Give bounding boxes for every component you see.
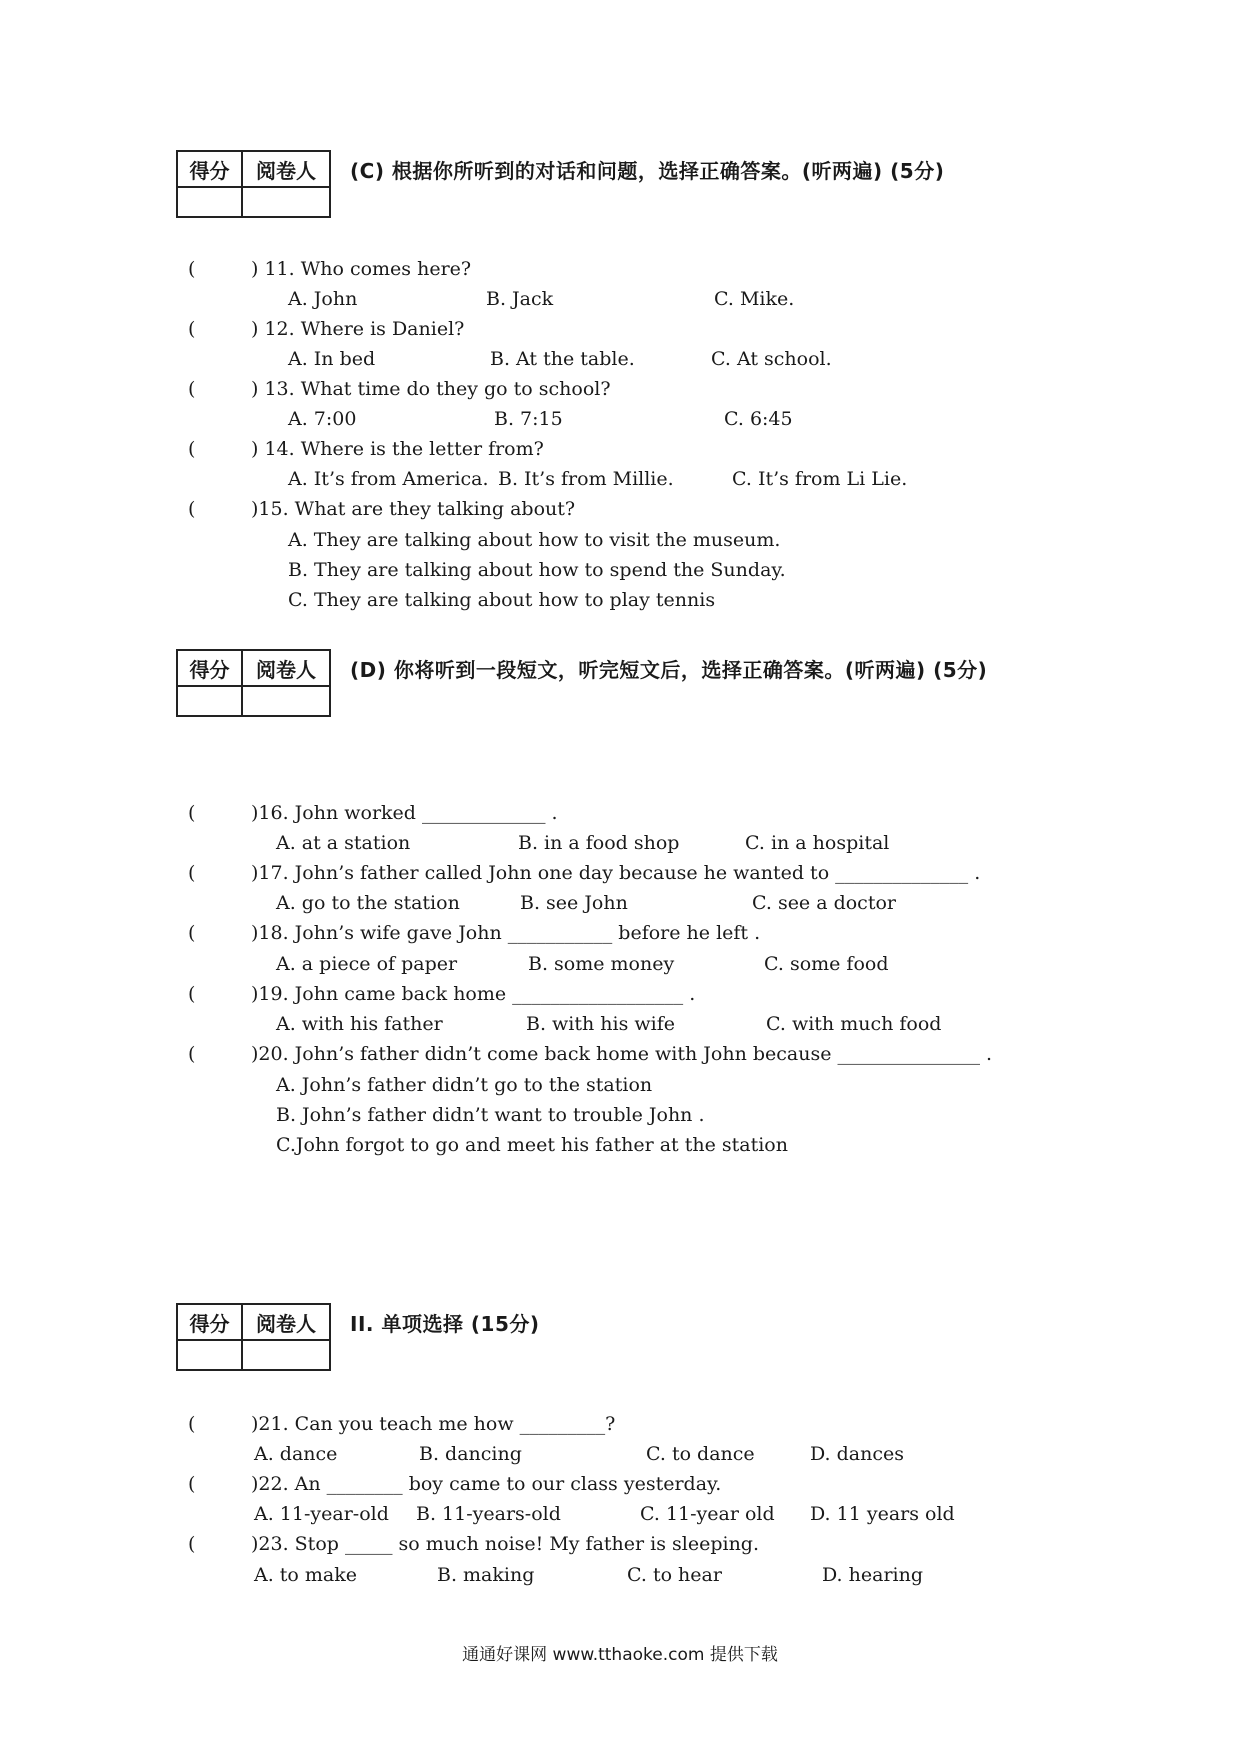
score-label: 得分 <box>177 650 242 686</box>
score-cell <box>177 1340 242 1370</box>
question-22: )22. An ________ boy came to our class yesterday. <box>251 1473 722 1495</box>
option: B. in a food shop <box>518 832 680 854</box>
score-box-ii <box>176 1303 331 1371</box>
option: C. 6:45 <box>724 408 793 430</box>
option: B. with his wife <box>526 1013 676 1035</box>
option: C. 11-year old <box>640 1503 775 1525</box>
option: C. It’s from Li Lie. <box>732 468 908 490</box>
answer-paren: ( <box>188 378 196 400</box>
option: A. a piece of paper <box>276 953 458 975</box>
option: C. At school. <box>711 348 832 370</box>
grader-label: 阅卷人 <box>242 650 330 686</box>
option: C. to hear <box>627 1564 722 1586</box>
option: B. dancing <box>419 1443 522 1465</box>
grader-label: 阅卷人 <box>242 1304 330 1340</box>
score-box-d <box>176 649 331 717</box>
question-11: ) 11. Who comes here? <box>251 258 472 280</box>
question-18: )18. John’s wife gave John ___________ before he left . <box>251 922 761 944</box>
score-cell <box>177 686 242 716</box>
question-20: )20. John’s father didn’t come back home with John because _______________ . <box>251 1043 993 1065</box>
option: C. some food <box>764 953 889 975</box>
option: C. Mike. <box>714 288 795 310</box>
option: C. with much food <box>766 1013 942 1035</box>
question-15: )15. What are they talking about? <box>251 498 576 520</box>
option: B. see John <box>520 892 628 914</box>
option: A. to make <box>254 1564 358 1586</box>
option: A. John’s father didn’t go to the station <box>276 1074 653 1096</box>
section-c-title: (C) 根据你所听到的对话和问题，选择正确答案。(听两遍) (5分) <box>350 159 945 183</box>
score-box-c <box>176 150 331 218</box>
option: C. in a hospital <box>745 832 890 854</box>
option: B. It’s from Millie. <box>498 468 674 490</box>
option: C. to dance <box>646 1443 755 1465</box>
question-21: )21. Can you teach me how _________? <box>251 1413 616 1435</box>
question-23: )23. Stop _____ so much noise! My father is sleeping. <box>251 1533 760 1555</box>
grader-cell <box>242 1340 330 1370</box>
option: A. 7:00 <box>288 408 357 430</box>
section-ii-title: II. 单项选择 (15分) <box>350 1312 540 1336</box>
answer-paren: ( <box>188 1473 196 1495</box>
answer-paren: ( <box>188 258 196 280</box>
option: A. It’s from America. <box>288 468 489 490</box>
option: D. hearing <box>822 1564 924 1586</box>
answer-paren: ( <box>188 498 196 520</box>
answer-paren: ( <box>188 438 196 460</box>
option: A. 11-year-old <box>254 1503 389 1525</box>
answer-paren: ( <box>188 922 196 944</box>
score-label: 得分 <box>177 151 242 187</box>
question-16: )16. John worked _____________ . <box>251 802 558 824</box>
question-13: ) 13. What time do they go to school? <box>251 378 611 400</box>
option: A. John <box>288 288 358 310</box>
option: B. some money <box>528 953 675 975</box>
question-17: )17. John’s father called John one day because he wanted to ______________ . <box>251 862 981 884</box>
grader-label: 阅卷人 <box>242 151 330 187</box>
answer-paren: ( <box>188 1533 196 1555</box>
option: C.John forgot to go and meet his father at the station <box>276 1134 788 1156</box>
grader-cell <box>242 686 330 716</box>
section-d-title: (D) 你将听到一段短文，听完短文后，选择正确答案。(听两遍) (5分) <box>350 658 988 682</box>
option: B. At the table. <box>490 348 635 370</box>
score-label: 得分 <box>177 1304 242 1340</box>
option: C. see a doctor <box>752 892 896 914</box>
option: A. In bed <box>288 348 376 370</box>
score-cell <box>177 187 242 217</box>
answer-paren: ( <box>188 1413 196 1435</box>
footer-credit: 通通好课网 www.tthaoke.com 提供下载 <box>462 1645 778 1665</box>
grader-cell <box>242 187 330 217</box>
option: C. They are talking about how to play tennis <box>288 589 716 611</box>
option: A. dance <box>254 1443 338 1465</box>
answer-paren: ( <box>188 983 196 1005</box>
option: B. making <box>437 1564 535 1586</box>
question-12: ) 12. Where is Daniel? <box>251 318 465 340</box>
option: A. with his father <box>276 1013 443 1035</box>
answer-paren: ( <box>188 318 196 340</box>
option: A. They are talking about how to visit the museum. <box>288 529 781 551</box>
answer-paren: ( <box>188 862 196 884</box>
option: A. go to the station <box>276 892 460 914</box>
answer-paren: ( <box>188 1043 196 1065</box>
option: D. 11 years old <box>810 1503 955 1525</box>
option: B. Jack <box>486 288 554 310</box>
option: B. 7:15 <box>494 408 563 430</box>
answer-paren: ( <box>188 802 196 824</box>
question-14: ) 14. Where is the letter from? <box>251 438 544 460</box>
question-19: )19. John came back home __________________ . <box>251 983 696 1005</box>
option: B. They are talking about how to spend the Sunday. <box>288 559 786 581</box>
option: A. at a station <box>276 832 411 854</box>
option: D. dances <box>810 1443 904 1465</box>
option: B. John’s father didn’t want to trouble John . <box>276 1104 705 1126</box>
option: B. 11-years-old <box>416 1503 561 1525</box>
